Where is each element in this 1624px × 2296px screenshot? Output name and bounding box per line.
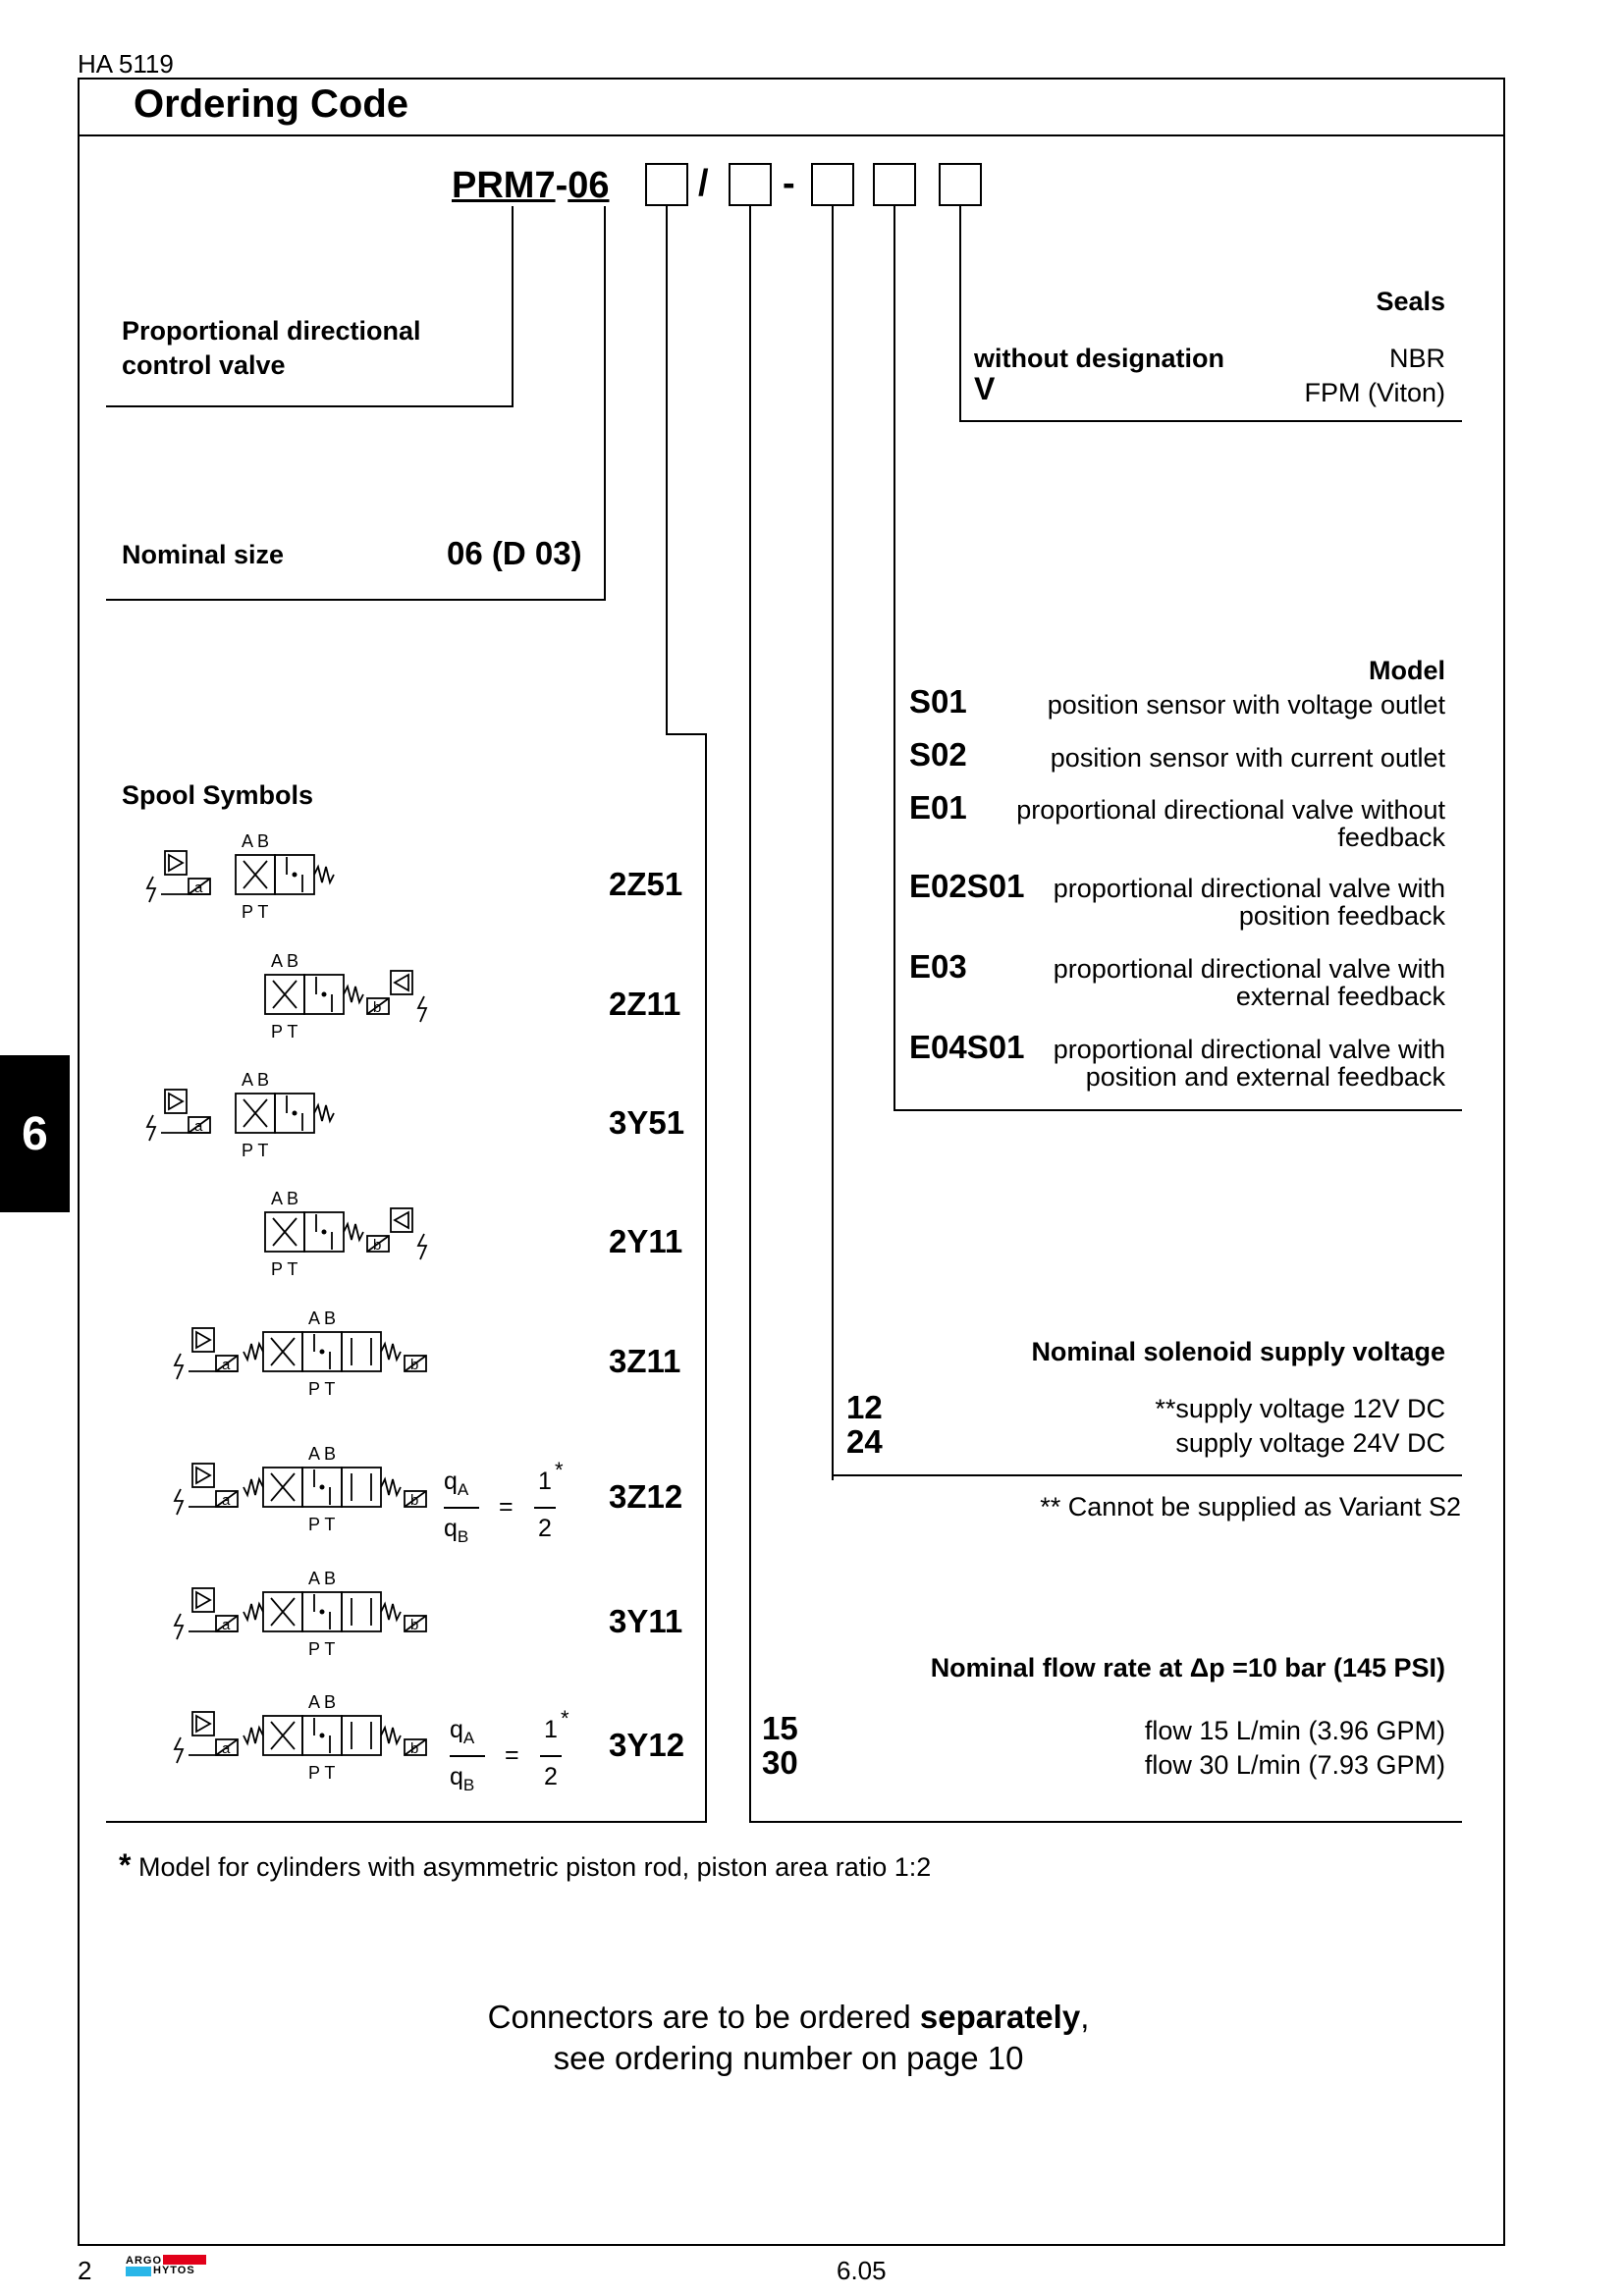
nominal-size-value: 06 (D 03) [447,535,582,571]
footnote-text: Model for cylinders with asymmetric piston rod, piston area ratio 1:2 [137,1852,932,1882]
seals-code-1: V [974,371,996,406]
spool-symbol-3y12 [116,1688,419,1787]
spool-code-3y11: 3Y11 [609,1603,683,1639]
spool-symbol-3y51 [116,1066,410,1164]
svg-text:A B: A B [242,831,270,851]
code-slash: / [698,163,709,204]
svg-text:a: a [222,1492,231,1509]
voltage-note: ** Cannot be supplied as Variant S2 [1040,1492,1461,1522]
code-box-flow [729,163,772,206]
spool-symbol-2y11 [116,1185,410,1283]
argo-hytos-logo: ARGO HYTOS [126,2255,206,2278]
svg-text:b: b [410,1617,419,1633]
svg-text:A B: A B [271,951,299,971]
svg-text:b: b [410,1740,419,1757]
spool-symbol-graphic [116,1688,419,1783]
seals-title: Seals [1376,287,1445,316]
model-desc-e01: proportional directional valve without feedback [1016,795,1445,852]
svg-text:b: b [373,999,382,1016]
seals-code-0: without designation [974,344,1224,373]
flow-ratio-formula: $q_A$ $q_B$ = 1 * 2 [450,1706,569,1794]
model-code-e04s01: E04S01 [909,1029,1025,1065]
svg-text:P T: P T [271,1259,298,1279]
model-desc-e04s01: proportional directional valve with position and external feedback [1053,1035,1445,1092]
voltage-code-24: 24 [846,1423,883,1460]
code-box-spool [645,163,688,206]
page-number: 2 [78,2256,92,2285]
line-spool [666,206,668,735]
line-seals [959,206,961,422]
model-desc-s01: position sensor with voltage outlet [1047,690,1445,720]
line-voltage-base [832,1474,1462,1476]
edition-date: 6.05 [837,2256,887,2285]
spool-code-2y11: 2Y11 [609,1223,683,1259]
line-size-base [106,599,606,601]
svg-text:a: a [222,1740,231,1757]
svg-text:b: b [410,1357,419,1373]
svg-text:P T: P T [242,1141,269,1160]
voltage-desc-12: **supply voltage 12V DC [1155,1394,1445,1423]
document-code: HA 5119 [78,49,174,79]
svg-text:b: b [373,1237,382,1254]
model-desc-e03: proportional directional valve with external feedback [1053,954,1445,1011]
flow-ratio-formula: $q_A$ $q_B$ = 1 * 2 [444,1458,564,1546]
line-flow [749,206,751,1823]
line-spool-base [106,1821,707,1823]
spool-symbol-graphic [116,828,410,921]
ordering-code [452,165,610,207]
spool-symbol-2z11 [116,947,410,1045]
voltage-desc-24: supply voltage 24V DC [1175,1428,1445,1458]
title-rule [78,134,1503,136]
model-code-e03: E03 [909,948,967,985]
svg-text:P T: P T [308,1763,336,1783]
voltage-code-12: 12 [846,1389,883,1425]
code-series: PRM7 [452,165,556,206]
footnote-star: * [119,1847,132,1883]
spool-symbol-graphic [116,1185,410,1278]
line-model-base [893,1109,1462,1111]
svg-text:A B: A B [308,1692,337,1712]
code-dash: - [783,163,795,204]
svg-text:A B: A B [242,1070,270,1090]
seals-desc-0: NBR [1388,344,1445,373]
line-spool-down [705,733,707,1823]
model-title: Model [1369,656,1445,685]
svg-text:P T: P T [308,1639,336,1659]
svg-text:P T: P T [271,1022,298,1041]
code-box-voltage [811,163,854,206]
flow-desc-15: flow 15 L/min (3.96 GPM) [1144,1716,1445,1745]
nominal-size-label: Nominal size [122,540,285,569]
spool-code-2z51: 2Z51 [609,866,683,902]
line-spool-jog [666,733,707,735]
flow-desc-30: flow 30 L/min (7.93 GPM) [1144,1750,1445,1780]
page-title: Ordering Code [134,82,409,126]
code-size: 06 [568,165,610,206]
line-model [893,206,895,1111]
line-size [604,206,606,601]
spool-symbol-2z51 [116,828,410,926]
model-desc-e02s01: proportional directional valve with position feedback [1053,874,1445,931]
line-seals-base [959,420,1462,422]
connectors-note: Connectors are to be ordered separately, see ordering number on page 10 [487,1999,1090,2076]
spool-symbol-graphic [116,947,410,1041]
model-code-e02s01: E02S01 [909,868,1025,904]
code-box-seals [939,163,982,206]
model-code-e01: E01 [909,789,967,826]
model-code-s01: S01 [909,683,967,720]
spool-code-3y51: 3Y51 [609,1104,685,1141]
line-voltage [832,206,834,1480]
flow-code-15: 15 [762,1710,798,1746]
svg-text:a: a [222,1617,231,1633]
spool-symbol-3z11 [116,1305,419,1403]
spool-code-3z12: 3Z12 [609,1478,683,1515]
spool-symbol-graphic [116,1440,419,1534]
code-separator: - [555,165,568,206]
line-series [512,206,514,407]
spool-symbol-graphic [116,1565,419,1659]
code-box-model [873,163,916,206]
spool-code-3z11: 3Z11 [609,1343,681,1379]
svg-text:A B: A B [271,1189,299,1208]
svg-text:a: a [194,1118,203,1135]
svg-text:A B: A B [308,1569,337,1588]
seals-desc-1: FPM (Viton) [1304,378,1445,407]
spool-symbol-3z12 [116,1440,419,1538]
svg-text:P T: P T [242,902,269,922]
svg-text:P T: P T [308,1379,336,1399]
spool-symbol-3y11 [116,1565,419,1663]
svg-text:a: a [222,1357,231,1373]
valve-label: Proportional directional control valve [122,316,421,380]
model-code-s02: S02 [909,736,967,773]
flow-code-30: 30 [762,1744,798,1781]
line-series-base [106,405,514,407]
footnote [119,1847,931,1884]
svg-text:b: b [410,1492,419,1509]
spool-symbol-graphic [116,1066,410,1159]
flow-title: Nominal flow rate at Δp =10 bar (145 PSI) [930,1653,1445,1682]
spool-code-3y12: 3Y12 [609,1727,685,1763]
model-desc-s02: position sensor with current outlet [1050,743,1445,773]
spool-symbols-title: Spool Symbols [122,780,314,810]
svg-text:A B: A B [308,1308,337,1328]
voltage-title: Nominal solenoid supply voltage [1031,1337,1445,1366]
spool-symbol-graphic [116,1305,419,1399]
line-flow-base [749,1821,1462,1823]
svg-text:a: a [194,880,203,896]
section-tab: 6 [0,1055,70,1212]
svg-text:P T: P T [308,1515,336,1534]
spool-code-2z11: 2Z11 [609,986,681,1022]
svg-text:A B: A B [308,1444,337,1464]
